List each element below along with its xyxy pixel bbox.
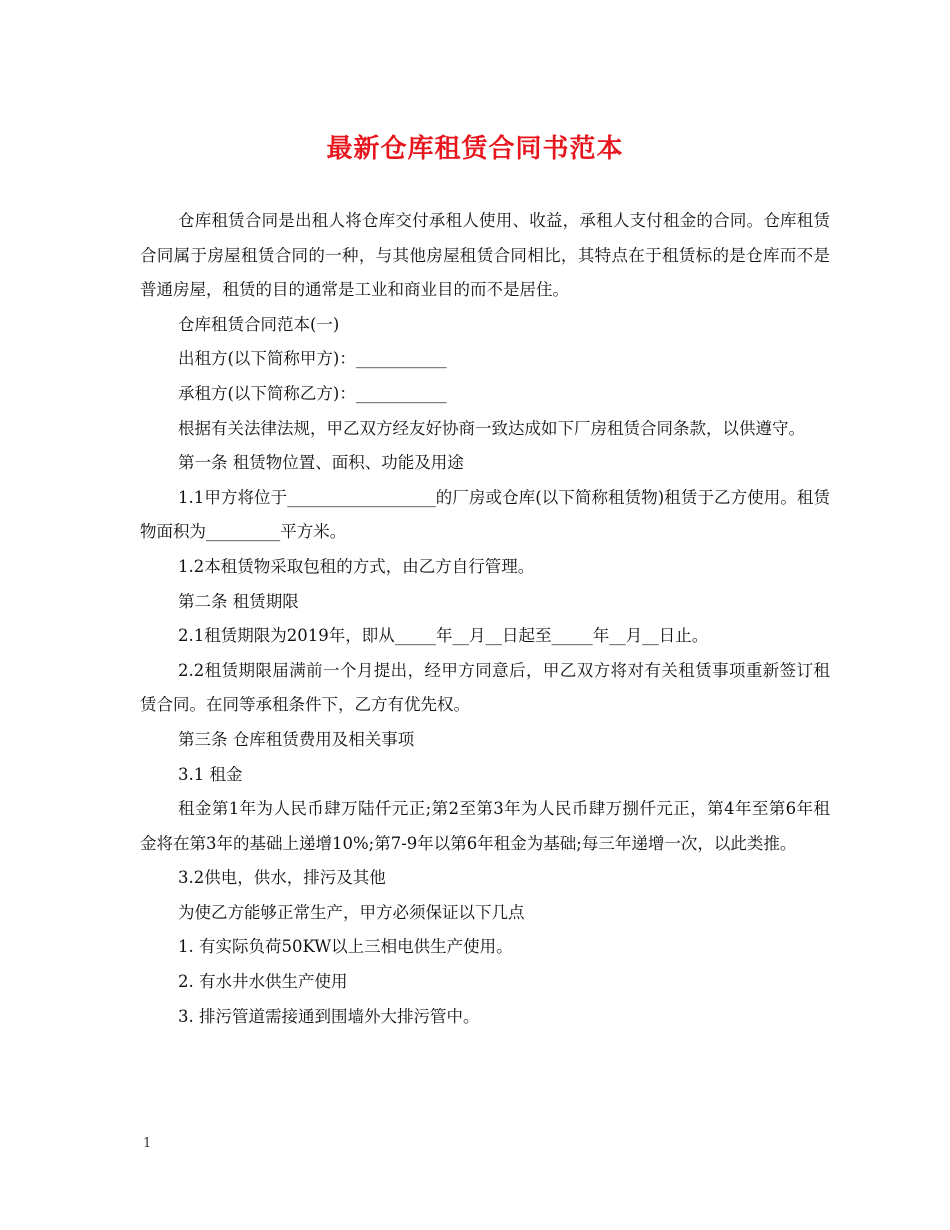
paragraph-intro: 仓库租赁合同是出租人将仓库交付承租人使用、收益，承租人支付租金的合同。仓库租赁合同属于房屋租赁合同的一种，与其他房屋租赁合同相比，其特点在于租赁标的是仓库而不是普通房屋，租赁的目的通常是工业和商业目的而不是居住。 (140, 211, 830, 300)
list-item-2: 2. 有水井水供生产使用 (178, 972, 348, 992)
paragraph-preamble: 根据有关法律法规，甲乙双方经友好协商一致达成如下厂房租赁合同条款，以供遵守。 (178, 418, 805, 438)
document-body (140, 204, 830, 1034)
clause-3-1-rent: 租金第1年为人民币肆万陆仟元正;第2至第3年为人民币肆万捌仟元正，第4年至第6年租金将在第3年的基础上递增10%;第7-9年以第6年租金为基础;每三年递增一次，以此类推。 (140, 799, 830, 853)
clause-2-2: 2.2租赁期限届满前一个月提出，经甲方同意后，甲乙双方将对有关租赁事项重新签订租赁合同。在同等承租条件下，乙方有优先权。 (140, 660, 830, 715)
clause-3-2: 3.2供电，供水，排污及其他 (178, 868, 386, 888)
article-2-heading: 第二条 租赁期限 (178, 591, 299, 611)
list-item-3: 3. 排污管道需接通到围墙外大排污管中。 (178, 1006, 480, 1026)
paragraph-lessor: 出租方(以下简称甲方)：___________ (178, 349, 447, 369)
clause-1-1: 1.1甲方将位于__________________的厂房或仓库(以下简称租赁物)租赁于乙方使用。租赁物面积为_________平方米。 (140, 487, 830, 542)
paragraph-lessee: 承租方(以下简称乙方)：___________ (178, 383, 447, 403)
clause-3-1: 3.1 租金 (178, 764, 243, 784)
paragraph-sample-heading: 仓库租赁合同范本(一) (178, 314, 340, 334)
document-title: 最新仓库租赁合同书范本 (326, 134, 624, 164)
page-number: 1 (143, 1136, 152, 1151)
clause-3-2-intro: 为使乙方能够正常生产，甲方必须保证以下几点 (178, 902, 525, 922)
article-1-heading: 第一条 租赁物位置、面积、功能及用途 (178, 453, 464, 473)
clause-1-2: 1.2本租赁物采取包租的方式，由乙方自行管理。 (178, 556, 535, 576)
clause-2-1: 2.1租赁期限为2019年，即从_____年__月__日起至_____年__月__日止。 (178, 626, 709, 646)
list-item-1: 1. 有实际负荷50KW以上三相电供生产使用。 (178, 937, 513, 957)
article-3-heading: 第三条 仓库租赁费用及相关事项 (178, 729, 415, 749)
